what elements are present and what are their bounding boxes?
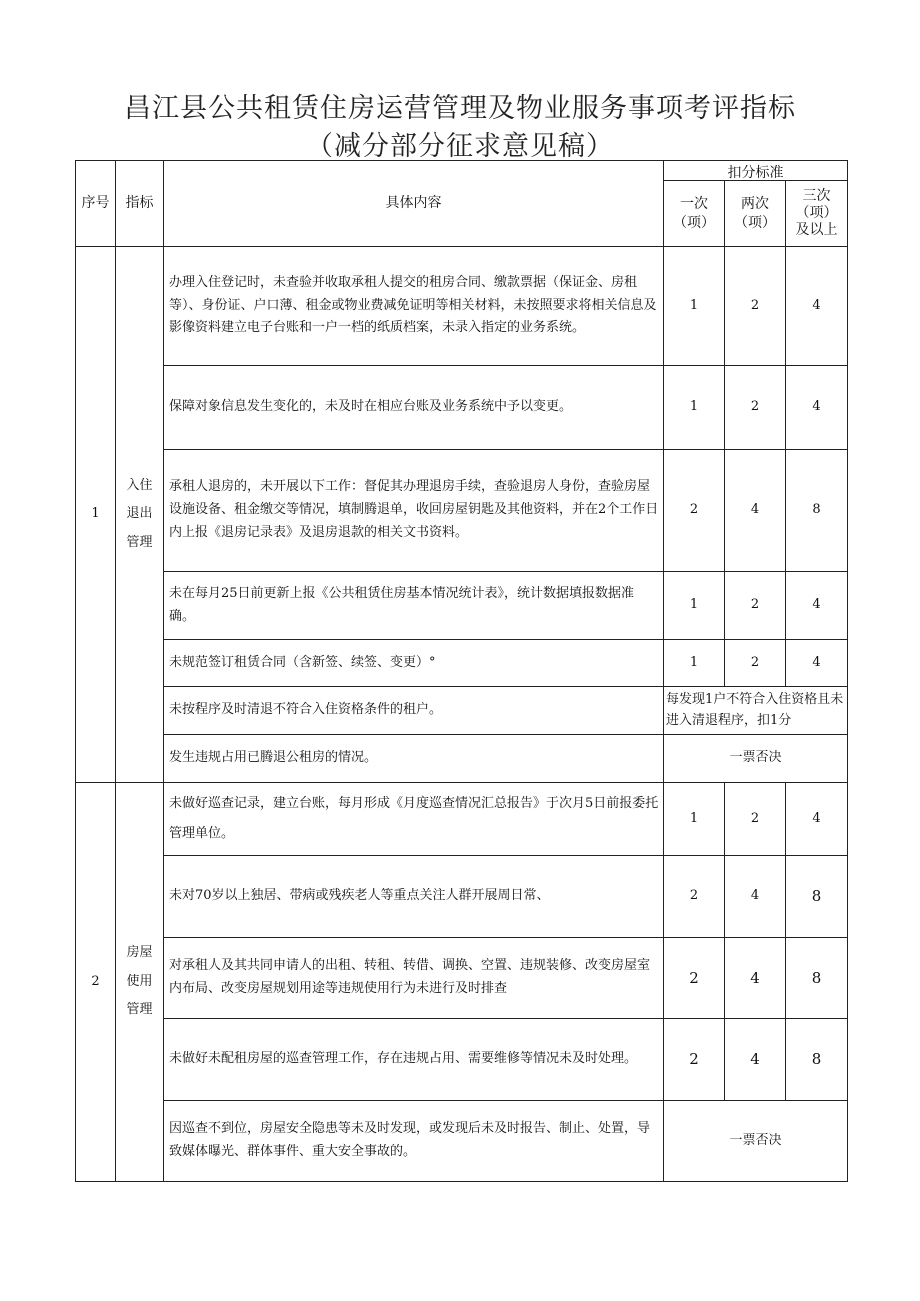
table-row: [76, 366, 848, 450]
header-row: [76, 161, 848, 181]
row-content: 未对70岁以上独居、带病或残疾老人等重点关注人群开展周日常、: [164, 856, 664, 938]
table-row: [76, 247, 848, 366]
score-once: 1: [664, 366, 725, 450]
header-thrice-line3: 及以上: [795, 221, 838, 238]
score-twice: 2: [725, 572, 786, 640]
row-content: 未做好巡查记录，建立台账，每月形成《月度巡查情况汇总报告》于次月5日前报委托管理单位。: [164, 783, 664, 856]
score-once: 1: [664, 640, 725, 687]
score-twice: 2: [725, 247, 786, 366]
header-twice-line2: （项）: [734, 214, 776, 231]
header-thrice-line2: （项）: [795, 205, 838, 222]
table-row: [76, 1101, 848, 1182]
header-once: [664, 181, 725, 247]
score-thrice: 8: [786, 1019, 848, 1101]
row-content: 未在每月25日前更新上报《公共租赁住房基本情况统计表》，统计数据填报数据准确。: [164, 572, 664, 640]
score-twice: 2: [725, 366, 786, 450]
score-once: 2: [664, 856, 725, 938]
score-twice: 2: [725, 640, 786, 687]
table-row: [76, 687, 848, 735]
section-seq: 1: [76, 247, 116, 783]
score-once: 1: [664, 783, 725, 856]
row-content: 未规范签订租赁合同（含新签、续签、变更）°: [164, 640, 664, 687]
section-seq: 2: [76, 783, 116, 1182]
score-thrice: 8: [786, 450, 848, 572]
veto-note: 一票否决: [664, 1101, 848, 1182]
score-once: 1: [664, 247, 725, 366]
indicator-line: 使用: [126, 973, 153, 989]
score-thrice: 8: [786, 938, 848, 1019]
table-row: [76, 572, 848, 640]
row-content: 未做好未配租房屋的巡查管理工作，存在违规占用、需要维修等情况未及时处理。: [164, 1019, 664, 1101]
score-thrice: 4: [786, 247, 848, 366]
indicator-line: 退出: [126, 506, 153, 522]
table-row: [76, 450, 848, 572]
table-row: [76, 1019, 848, 1101]
score-once: 2: [664, 450, 725, 572]
header-seq: 序号: [76, 161, 116, 247]
evaluation-table: [75, 160, 848, 1182]
score-twice: 4: [725, 1019, 786, 1101]
indicator-line: 房屋: [126, 945, 153, 961]
score-twice: 4: [725, 450, 786, 572]
row-content: 未按程序及时清退不符合入住资格条件的租户。: [164, 687, 664, 735]
section-indicator: [116, 247, 164, 783]
score-thrice: 4: [786, 640, 848, 687]
row-content: 保障对象信息发生变化的，未及时在相应台账及业务系统中予以变更。: [164, 366, 664, 450]
score-once: 1: [664, 572, 725, 640]
score-thrice: 4: [786, 366, 848, 450]
header-twice: [725, 181, 786, 247]
table-row: [76, 938, 848, 1019]
indicator-line: 管理: [126, 534, 153, 550]
header-deduction: 扣分标准: [664, 161, 848, 181]
score-twice: 4: [725, 856, 786, 938]
score-once: 2: [664, 1019, 725, 1101]
indicator-line: 入住: [126, 477, 153, 493]
score-twice: 2: [725, 783, 786, 856]
row-content: 承租人退房的，未开展以下工作：督促其办理退房手续，查验退房人身份，查验房屋设施设备、租金缴交等情况，填制腾退单，收回房屋钥匙及其他资料，并在2个工作日内上报《退房记录表》及退房退款的相关文书资料。: [164, 450, 664, 572]
score-thrice: 4: [786, 783, 848, 856]
row-content: 对承租人及其共同申请人的出租、转租、转借、调换、空置、违规装修、改变房屋室内布局、改变房屋规划用途等违规使用行为未进行及时排查: [164, 938, 664, 1019]
header-content: 具体内容: [164, 161, 664, 247]
row-content: 发生违规占用已腾退公租房的情况。: [164, 735, 664, 783]
page-subtitle: （减分部分征求意见稿）: [306, 131, 614, 162]
header-once-line1: 一次: [680, 196, 708, 213]
veto-note: 一票否决: [664, 735, 848, 783]
header-once-line2: （项）: [673, 214, 715, 231]
score-thrice: 8: [786, 856, 848, 938]
page-title: 昌江县公共租赁住房运营管理及物业服务事项考评指标: [124, 93, 796, 124]
header-indicator: 指标: [116, 161, 164, 247]
section-indicator: [116, 783, 164, 1182]
header-thrice-line1: 三次: [802, 188, 831, 205]
table-row: [76, 640, 848, 687]
header-twice-line1: 两次: [741, 196, 769, 213]
table-row: [76, 856, 848, 938]
indicator-line: 管理: [126, 1002, 153, 1018]
score-twice: 4: [725, 938, 786, 1019]
header-thrice: [786, 181, 848, 247]
score-thrice: 4: [786, 572, 848, 640]
table-row: [76, 735, 848, 783]
deduction-note: 每发现1户不符合入住资格且未进入清退程序，扣1分: [664, 687, 848, 735]
row-content: 因巡查不到位，房屋安全隐患等未及时发现，或发现后未及时报告、制止、处置，导致媒体曝光、群体事件、重大安全事故的。: [164, 1101, 664, 1182]
table-row: [76, 783, 848, 856]
row-content: 办理入住登记时，未查验并收取承租人提交的租房合同、缴款票据（保证金、房租等）、身份证、户口薄、租金或物业费减免证明等相关材料，未按照要求将相关信息及影像资料建立电子台账和一户一档的纸质档案，未录入指定的业务系统。: [164, 247, 664, 366]
score-once: 2: [664, 938, 725, 1019]
